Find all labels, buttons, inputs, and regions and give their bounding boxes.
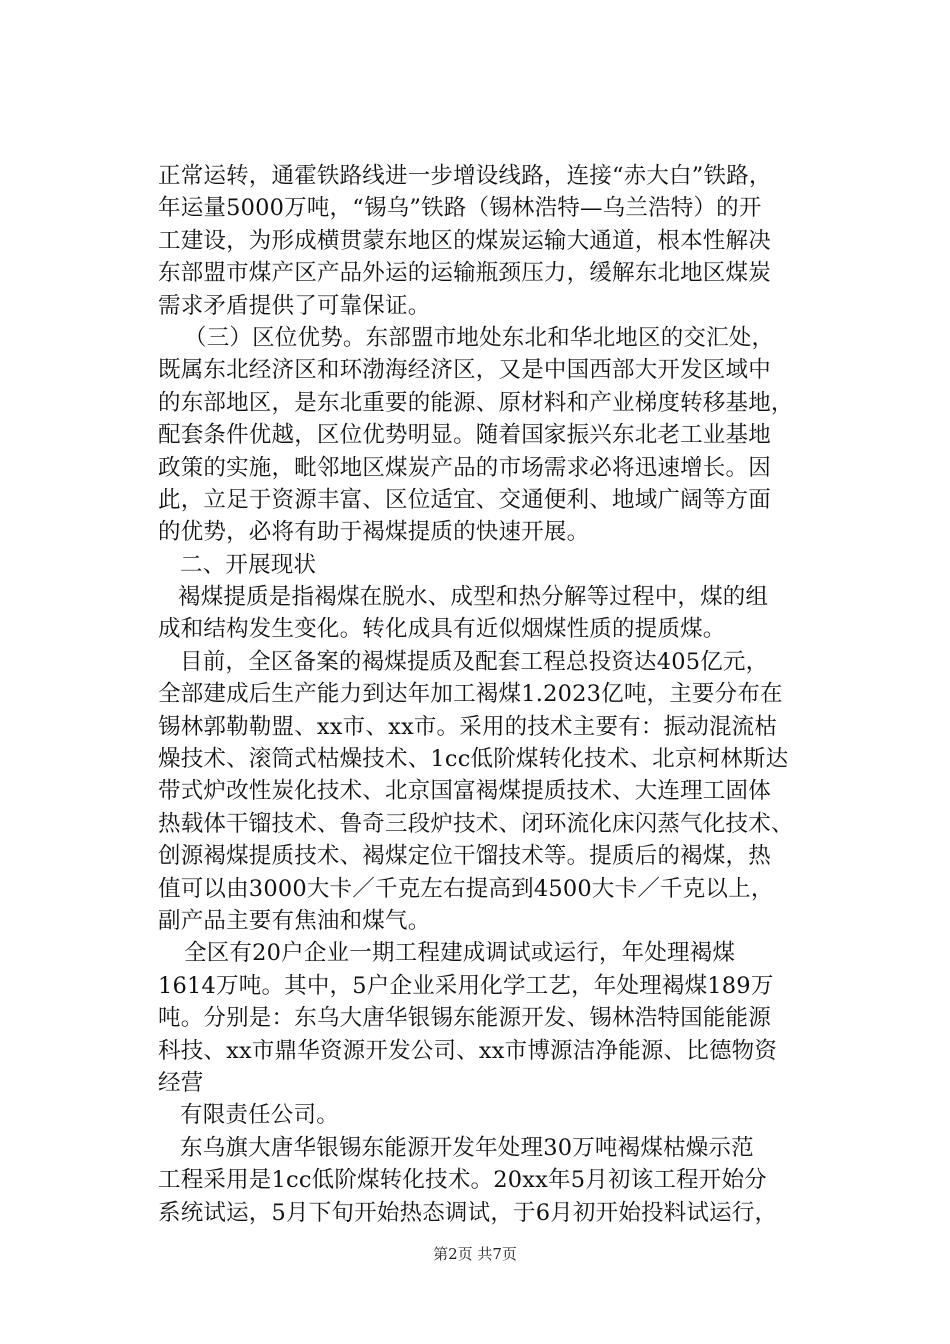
text-line: 吨。分别是：东乌大唐华银锡东能源开发、锡林浩特国能能源 bbox=[158, 1005, 771, 1032]
text-line: 燥技术、滚筒式枯燥技术、1cc低阶煤转化技术、北京柯林斯达 bbox=[158, 746, 789, 773]
text-line: 全部建成后生产能力到达年加工褐煤1.2023亿吨，主要分布在 bbox=[158, 681, 783, 708]
text-line: 值可以由3000大卡／千克左右提高到4500大卡／千克以上， bbox=[158, 875, 774, 902]
text-line: 政策的实施，毗邻地区煤炭产品的市场需求必将迅速增长。因 bbox=[158, 454, 771, 481]
text-line: 副产品主要有焦油和煤气。 bbox=[158, 907, 431, 934]
page-footer: 第2页 共7页 bbox=[433, 1245, 517, 1263]
text-line: 创源褐煤提质技术、褐煤定位干馏技术等。提质后的褐煤，热 bbox=[158, 843, 771, 870]
paragraph-start-line: 褐煤提质是指褐煤在脱水、成型和热分解等过程中，煤的组 bbox=[178, 584, 769, 611]
text-line: 此，立足于资源丰富、区位适宜、交通便利、地域广阔等方面 bbox=[158, 486, 771, 513]
text-line: 带式炉改性炭化技术、北京国富褐煤提质技术、大连理工固体 bbox=[158, 778, 771, 805]
text-line: 经营 bbox=[158, 1069, 204, 1096]
text-line: 有限责任公司。 bbox=[180, 1102, 339, 1129]
section-heading: 二、开展现状 bbox=[180, 551, 317, 578]
text-line: 系统试运，5月下旬开始热态调试，于6月初开始投料试运行， bbox=[158, 1199, 778, 1226]
text-line: 正常运转，通霍铁路线进一步增设线路，连接“赤大白”铁路， bbox=[158, 163, 772, 189]
text-line: 科技、xx市鼎华资源开发公司、xx市博源洁净能源、比德物资 bbox=[158, 1037, 778, 1064]
paragraph-start-line: 东乌旗大唐华银锡东能源开发年处理30万吨褐煤枯燥示范 bbox=[180, 1134, 754, 1161]
paragraph-start-line: （三）区位优势。东部盟市地处东北和华北地区的交汇处， bbox=[184, 324, 775, 351]
text-line: 锡林郭勒勒盟、xx市、xx市。采用的技术主要有：振动混流枯 bbox=[158, 713, 778, 740]
text-line: 工建设，为形成横贯蒙东地区的煤炭运输大通道，根本性解决 bbox=[158, 227, 771, 254]
paragraph-start-line: 全区有20户企业一期工程建成调试或运行，年处理褐煤 bbox=[184, 940, 736, 967]
paragraph-start-line: 目前，全区备案的褐煤提质及配套工程总投资达405亿元， bbox=[180, 648, 769, 675]
text-line: 1614万吨。其中，5户企业采用化学工艺，年处理褐煤189万 bbox=[158, 972, 774, 999]
text-line: 的东部地区，是东北重要的能源、原材料和产业梯度转移基地， bbox=[158, 389, 794, 416]
text-line: 需求矛盾提供了可靠保证。 bbox=[158, 292, 431, 319]
text-line: 年运量5000万吨，“锡乌”铁路（锡林浩特—乌兰浩特）的开 bbox=[158, 195, 762, 222]
text-line: 成和结构发生变化。转化成具有近似烟煤性质的提质煤。 bbox=[158, 616, 726, 643]
text-line: 工程采用是1cc低阶煤转化技术。20xx年5月初该工程开始分 bbox=[158, 1167, 767, 1194]
document-body bbox=[158, 160, 838, 1229]
text-line: 的优势，必将有助于褐煤提质的快速开展。 bbox=[158, 519, 590, 546]
text-line: 东部盟市煤产区产品外运的运输瓶颈压力，缓解东北地区煤炭 bbox=[158, 260, 771, 287]
text-line: 热载体干镏技术、鲁奇三段炉技术、闭环流化床闪蒸气化技术、 bbox=[158, 810, 794, 837]
text-line: 配套条件优越，区位优势明显。随着国家振兴东北老工业基地 bbox=[158, 422, 771, 449]
text-line: 既属东北经济区和环渤海经济区，又是中国西部大开发区域中 bbox=[158, 357, 771, 384]
